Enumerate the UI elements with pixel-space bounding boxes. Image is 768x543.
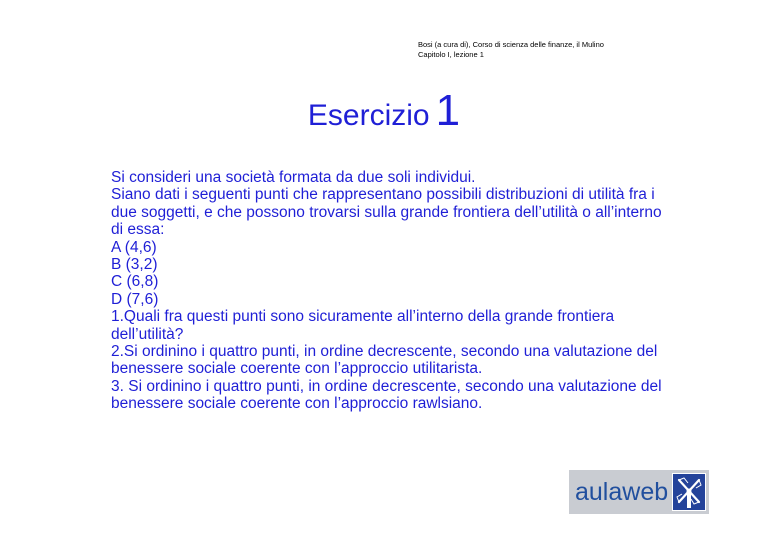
- point-c: C (6,8): [111, 273, 159, 291]
- aulaweb-logo: [569, 470, 709, 514]
- exercise-line: Si consideri una società formata da due soli individui.: [111, 169, 476, 186]
- slide-title-word: Esercizio: [307, 99, 430, 132]
- source-note: [418, 40, 604, 60]
- exercise-text: [111, 169, 671, 413]
- point-b: B (3,2): [111, 256, 158, 274]
- point-d: D (7,6): [111, 290, 159, 308]
- slide-title: [0, 86, 768, 136]
- question-3: 3. Si ordinino i quattro punti, in ordine decrescente, secondo una valutazione del benessere sociale coerente con l’approccio rawlsiano.: [111, 377, 662, 413]
- exercise-line: Siano dati i seguenti punti che rappresentano possibili distribuzioni di utilità fra i due soggetti, e che possono trovarsi sulla grande frontiera dell’utilità o all’interno di essa:: [111, 186, 662, 239]
- source-note-line-1: Bosi (a cura di), Corso di scienza delle finanze, il Mulino: [418, 40, 604, 49]
- windmill-icon: [672, 473, 706, 511]
- question-1: 1.Quali fra questi punti sono sicuramente all’interno della grande frontiera dell’utilità?: [111, 308, 615, 343]
- source-note-line-2: Capitolo I, lezione 1: [418, 50, 484, 59]
- question-2: 2.Si ordinino i quattro punti, in ordine decrescente, secondo una valutazione del benessere sociale coerente con l’approccio utilitarista.: [111, 343, 658, 378]
- slide-title-number: 1: [435, 86, 461, 135]
- logo-text: aulaweb: [575, 478, 669, 506]
- point-a: A (4,6): [111, 238, 157, 256]
